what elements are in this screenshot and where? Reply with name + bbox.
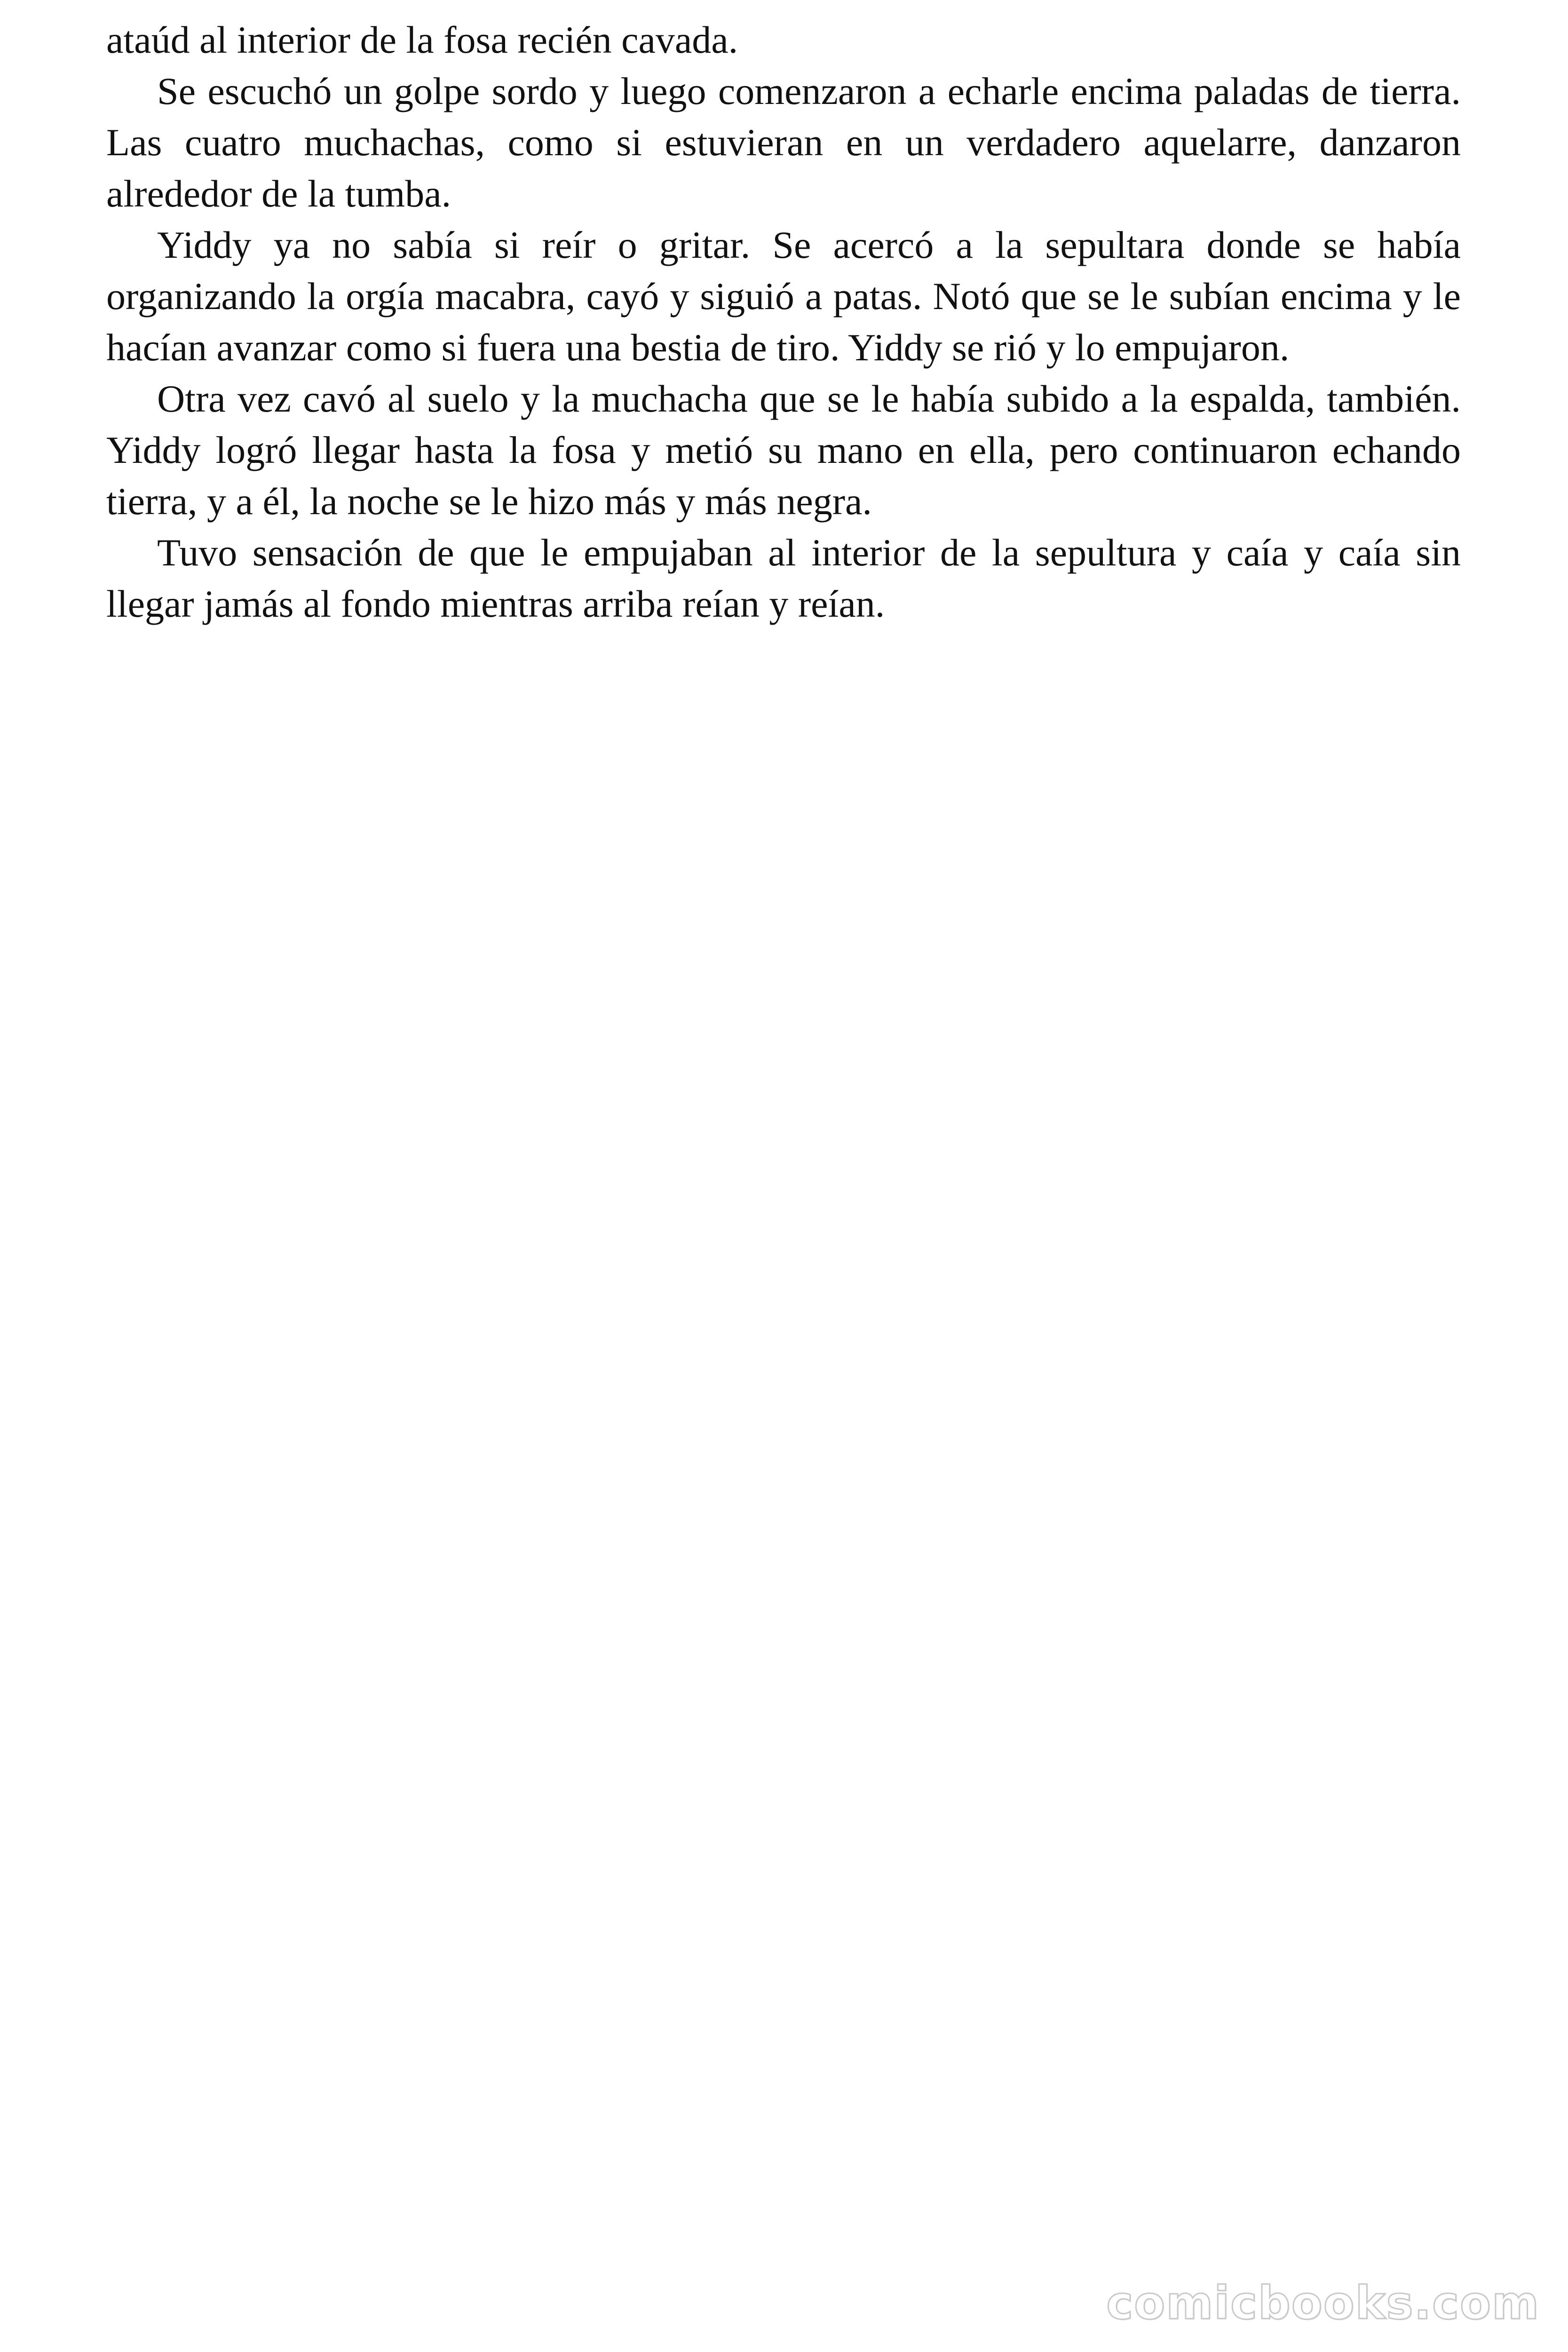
paragraph: Se escuchó un golpe sordo y luego comenzaron a echarle encima paladas de tierra. Las cuatro muchachas, como si estuvieran en un verdadero aquelarre, danzaron alrededor de la tumba. — [106, 70, 1461, 215]
watermark-logo: comicbooks.com — [1106, 2277, 1540, 2329]
body-text — [106, 14, 1461, 629]
paragraph: Otra vez cavó al suelo y la muchacha que se le había subido a la espalda, también. Yiddy logró llegar hasta la fosa y metió su mano en ella, pero continuaron echando tierra, y a él, la noche se le hizo más y más negra. — [106, 377, 1461, 523]
paragraph: ataúd al interior de la fosa recién cavada. — [106, 18, 738, 61]
paragraph: Yiddy ya no sabía si reír o gritar. Se acercó a la sepultara donde se había organizando la orgía macabra, cayó y siguió a patas. Notó que se le subían encima y le hacían avanzar como si fuera una bestia de tiro. Yiddy se rió y lo empujaron. — [106, 223, 1461, 369]
paragraph: Tuvo sensación de que le empujaban al interior de la sepultura y caía y caía sin llegar jamás al fondo mientras arriba reían y reían. — [106, 531, 1461, 625]
